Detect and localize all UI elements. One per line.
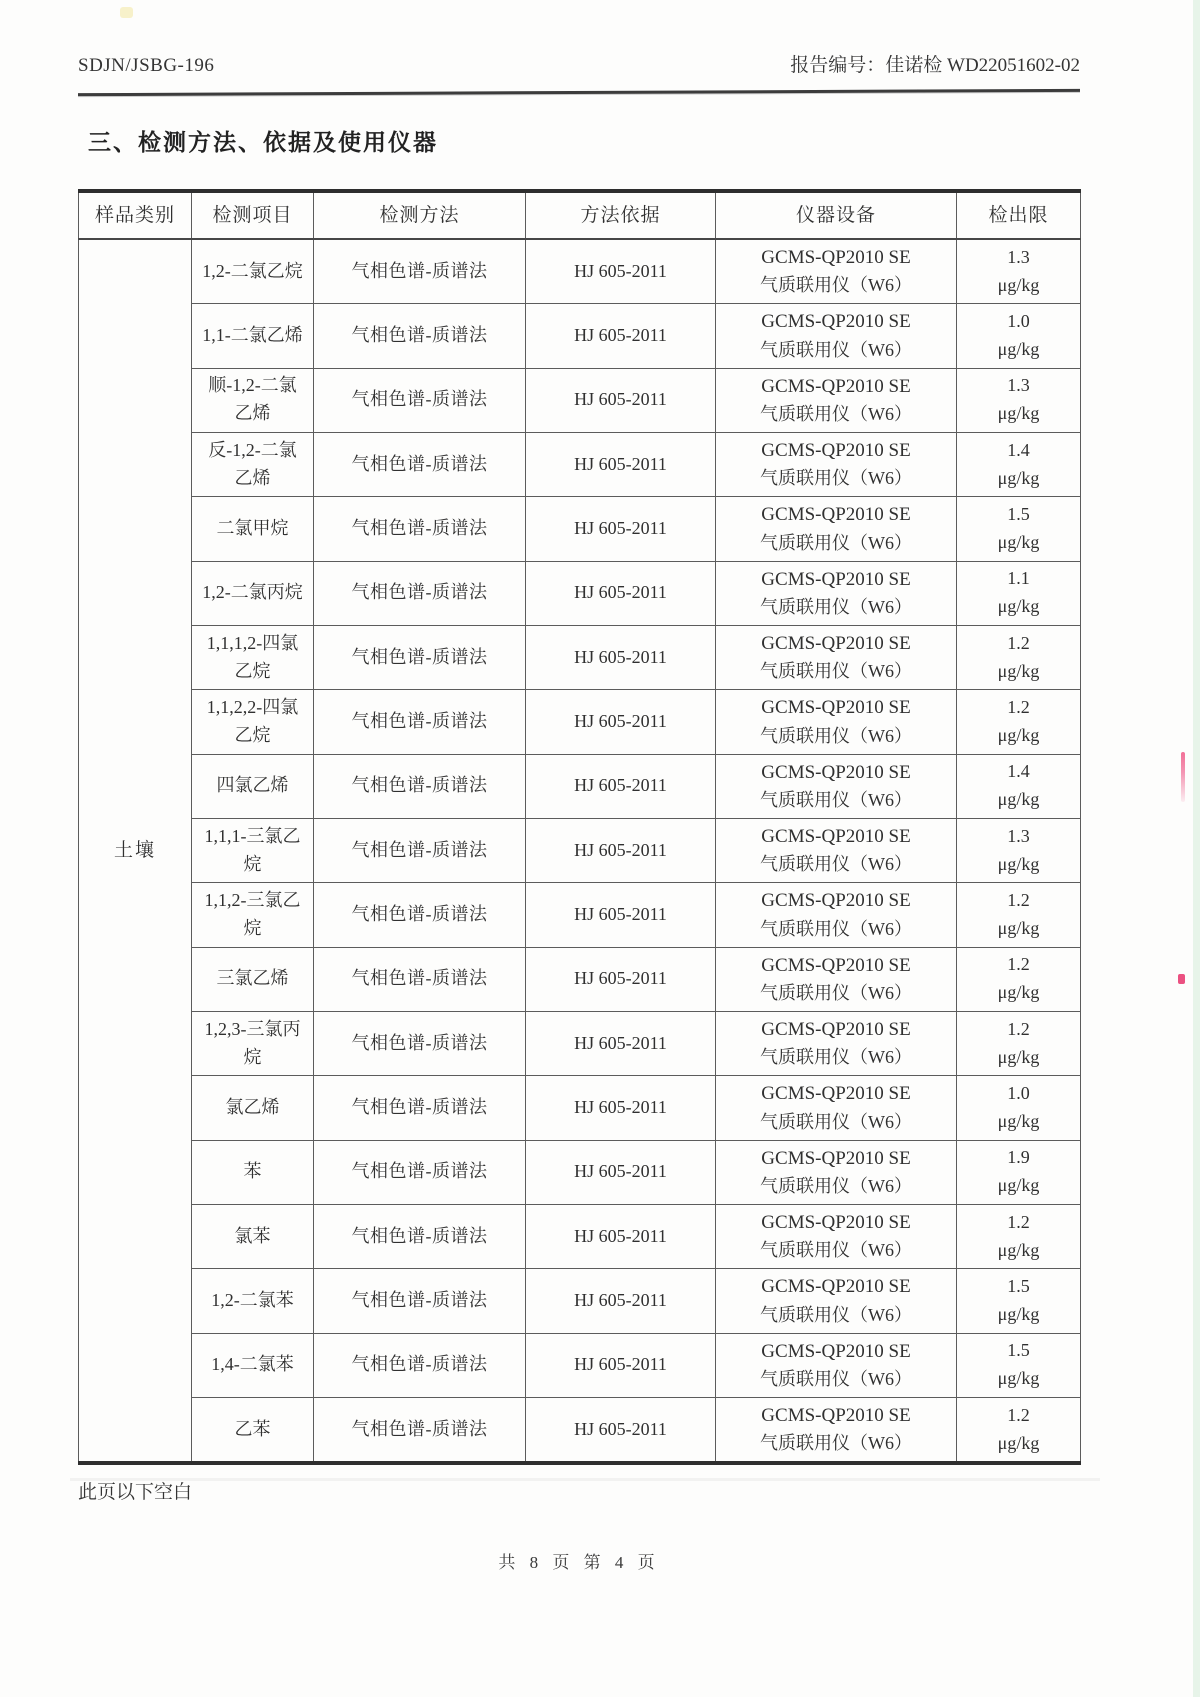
item-cell: 1,2-二氯乙烷: [192, 239, 314, 304]
instrument-name: 气质联用仪（W6）: [760, 532, 912, 553]
instrument-model: GCMS-QP2010 SE: [761, 504, 911, 526]
table-row: [79, 754, 1081, 818]
instrument-model: GCMS-QP2010 SE: [761, 1083, 911, 1105]
method-cell: 气相色谱-质谱法: [314, 304, 526, 368]
limit-cell: [957, 754, 1081, 818]
limit-unit: μg/kg: [997, 789, 1040, 810]
instrument-cell: [716, 1269, 957, 1333]
col-header-instrument: 仪器设备: [716, 191, 957, 239]
report-number: 报告编号：佳诺检 WD22051602-02: [790, 55, 1080, 76]
limit-unit: μg/kg: [997, 467, 1040, 488]
table-row: [79, 1397, 1081, 1463]
page-number-footer: 共 8 页 第 4 页: [498, 1553, 660, 1572]
basis-cell: HJ 605-2011: [526, 239, 716, 304]
instrument-model: GCMS-QP2010 SE: [761, 761, 911, 783]
instrument-name: 气质联用仪（W6）: [760, 983, 912, 1004]
item-cell: 二氯甲烷: [192, 497, 314, 561]
table-row: [79, 368, 1081, 432]
limit-cell: [957, 883, 1081, 947]
instrument-model: GCMS-QP2010 SE: [761, 375, 911, 397]
instrument-cell: [716, 883, 957, 947]
instrument-model: GCMS-QP2010 SE: [761, 890, 911, 912]
basis-cell: HJ 605-2011: [526, 1397, 716, 1463]
instrument-cell: [716, 1076, 957, 1140]
document-header: [78, 50, 1080, 77]
limit-cell: [957, 1140, 1081, 1204]
basis-cell: HJ 605-2011: [526, 1204, 716, 1268]
col-header-sample-category: 样品类别: [79, 191, 192, 239]
method-cell: 气相色谱-质谱法: [314, 368, 526, 432]
limit-unit: μg/kg: [997, 274, 1040, 295]
basis-cell: HJ 605-2011: [526, 1011, 716, 1075]
limit-cell: [957, 947, 1081, 1011]
limit-unit: μg/kg: [997, 531, 1040, 552]
instrument-model: GCMS-QP2010 SE: [761, 439, 911, 461]
limit-value: 1.4: [1007, 439, 1030, 460]
limit-cell: [957, 368, 1081, 432]
table-row: [79, 1076, 1081, 1140]
table-row: [79, 1333, 1081, 1397]
instrument-model: GCMS-QP2010 SE: [761, 632, 911, 654]
table-header-row: [79, 191, 1081, 239]
doc-code: SDJN/JSBG-196: [78, 55, 215, 76]
instrument-cell: [716, 818, 957, 882]
instrument-name: 气质联用仪（W6）: [760, 790, 912, 811]
limit-cell: [957, 497, 1081, 561]
instrument-model: GCMS-QP2010 SE: [761, 1147, 911, 1169]
item-cell: 氯乙烯: [192, 1076, 314, 1140]
table-row: [79, 883, 1081, 947]
method-cell: 气相色谱-质谱法: [314, 497, 526, 561]
item-cell: 1,4-二氯苯: [192, 1333, 314, 1397]
instrument-model: GCMS-QP2010 SE: [761, 697, 911, 719]
limit-cell: [957, 1269, 1081, 1333]
table-row: [79, 239, 1081, 304]
sample-category-cell: 土壤: [79, 239, 192, 1463]
header-divider: [78, 89, 1080, 96]
instrument-cell: [716, 754, 957, 818]
item-cell: 1,1,1-三氯乙烷: [192, 818, 314, 882]
method-cell: 气相色谱-质谱法: [314, 561, 526, 625]
limit-value: 1.5: [1007, 1340, 1030, 1361]
limit-value: 1.5: [1007, 504, 1030, 525]
instrument-name: 气质联用仪（W6）: [760, 339, 912, 360]
limit-cell: [957, 239, 1081, 304]
limit-value: 1.2: [1007, 1404, 1030, 1425]
instrument-name: 气质联用仪（W6）: [760, 1176, 912, 1197]
blank-below-note: 此页以下空白: [78, 1482, 193, 1504]
limit-value: 1.2: [1007, 1018, 1030, 1039]
limit-value: 1.9: [1007, 1147, 1030, 1168]
limit-value: 1.2: [1007, 890, 1030, 911]
instrument-model: GCMS-QP2010 SE: [761, 311, 911, 333]
method-cell: 气相色谱-质谱法: [314, 1140, 526, 1204]
basis-cell: HJ 605-2011: [526, 947, 716, 1011]
instrument-cell: [716, 368, 957, 432]
scan-red-mark-dot: [1178, 974, 1185, 984]
instrument-name: 气质联用仪（W6）: [760, 661, 912, 682]
limit-value: 1.2: [1007, 1211, 1030, 1232]
limit-unit: μg/kg: [997, 1110, 1040, 1131]
instrument-cell: [716, 1011, 957, 1075]
instrument-name: 气质联用仪（W6）: [760, 1047, 912, 1068]
instrument-name: 气质联用仪（W6）: [760, 854, 912, 875]
col-header-basis: 方法依据: [526, 191, 716, 239]
scan-red-mark-dash: [1181, 752, 1185, 802]
table-row: [79, 818, 1081, 882]
limit-value: 1.3: [1007, 825, 1030, 846]
instrument-cell: [716, 1140, 957, 1204]
method-cell: 气相色谱-质谱法: [314, 690, 526, 754]
basis-cell: HJ 605-2011: [526, 561, 716, 625]
table-row: [79, 432, 1081, 496]
instrument-name: 气质联用仪（W6）: [760, 275, 912, 296]
limit-value: 1.0: [1007, 1083, 1030, 1104]
instrument-model: GCMS-QP2010 SE: [761, 1018, 911, 1040]
section-title: 三、检测方法、依据及使用仪器: [88, 130, 438, 155]
limit-value: 1.3: [1007, 246, 1030, 267]
item-cell: 1,1-二氯乙烯: [192, 304, 314, 368]
limit-cell: [957, 625, 1081, 689]
method-cell: 气相色谱-质谱法: [314, 883, 526, 947]
instrument-name: 气质联用仪（W6）: [760, 404, 912, 425]
basis-cell: HJ 605-2011: [526, 497, 716, 561]
method-cell: 气相色谱-质谱法: [314, 239, 526, 304]
basis-cell: HJ 605-2011: [526, 1333, 716, 1397]
instrument-model: GCMS-QP2010 SE: [761, 1340, 911, 1362]
instrument-model: GCMS-QP2010 SE: [761, 247, 911, 268]
instrument-cell: [716, 1204, 957, 1268]
instrument-cell: [716, 239, 957, 304]
item-cell: 1,2-二氯丙烷: [192, 561, 314, 625]
methods-instruments-table: [78, 189, 1081, 1465]
instrument-name: 气质联用仪（W6）: [760, 725, 912, 746]
scan-edge-tint: [1193, 0, 1200, 1697]
item-cell: 1,2,3-三氯丙烷: [192, 1011, 314, 1075]
instrument-cell: [716, 432, 957, 496]
table-row: [79, 561, 1081, 625]
limit-unit: μg/kg: [997, 660, 1040, 681]
item-cell: 1,1,2,2-四氯乙烷: [192, 690, 314, 754]
instrument-cell: [716, 561, 957, 625]
table-row: [79, 690, 1081, 754]
method-cell: 气相色谱-质谱法: [314, 1333, 526, 1397]
method-cell: 气相色谱-质谱法: [314, 1397, 526, 1463]
limit-cell: [957, 1204, 1081, 1268]
table-row: [79, 1011, 1081, 1075]
basis-cell: HJ 605-2011: [526, 1269, 716, 1333]
limit-unit: μg/kg: [997, 1368, 1040, 1389]
table-row: [79, 1140, 1081, 1204]
limit-value: 1.2: [1007, 697, 1030, 718]
instrument-cell: [716, 304, 957, 368]
instrument-model: GCMS-QP2010 SE: [761, 1211, 911, 1233]
limit-value: 1.3: [1007, 375, 1030, 396]
limit-cell: [957, 561, 1081, 625]
basis-cell: HJ 605-2011: [526, 432, 716, 496]
scan-speck: [120, 7, 133, 18]
table-row: [79, 1269, 1081, 1333]
table-row: [79, 497, 1081, 561]
basis-cell: HJ 605-2011: [526, 883, 716, 947]
limit-unit: μg/kg: [997, 1046, 1040, 1067]
limit-cell: [957, 1076, 1081, 1140]
basis-cell: HJ 605-2011: [526, 754, 716, 818]
limit-value: 1.4: [1007, 761, 1030, 782]
instrument-name: 气质联用仪（W6）: [760, 1369, 912, 1390]
col-header-limit: 检出限: [957, 191, 1081, 239]
col-header-method: 检测方法: [314, 191, 526, 239]
limit-cell: [957, 304, 1081, 368]
limit-cell: [957, 1011, 1081, 1075]
instrument-name: 气质联用仪（W6）: [760, 1304, 912, 1325]
limit-cell: [957, 690, 1081, 754]
item-cell: 1,1,1,2-四氯乙烷: [192, 625, 314, 689]
limit-cell: [957, 432, 1081, 496]
limit-value: 1.0: [1007, 311, 1030, 332]
table-row: [79, 625, 1081, 689]
limit-value: 1.1: [1007, 568, 1030, 589]
table-row: [79, 304, 1081, 368]
basis-cell: HJ 605-2011: [526, 1140, 716, 1204]
limit-cell: [957, 1333, 1081, 1397]
method-cell: 气相色谱-质谱法: [314, 1269, 526, 1333]
limit-unit: μg/kg: [997, 1175, 1040, 1196]
basis-cell: HJ 605-2011: [526, 1076, 716, 1140]
col-header-item: 检测项目: [192, 191, 314, 239]
instrument-name: 气质联用仪（W6）: [760, 1433, 912, 1454]
limit-unit: μg/kg: [997, 596, 1040, 617]
instrument-model: GCMS-QP2010 SE: [761, 825, 911, 847]
instrument-cell: [716, 497, 957, 561]
table-row: [79, 947, 1081, 1011]
instrument-cell: [716, 625, 957, 689]
limit-unit: μg/kg: [997, 1432, 1040, 1453]
basis-cell: HJ 605-2011: [526, 818, 716, 882]
item-cell: 顺-1,2-二氯乙烯: [192, 368, 314, 432]
basis-cell: HJ 605-2011: [526, 304, 716, 368]
limit-value: 1.2: [1007, 954, 1030, 975]
instrument-model: GCMS-QP2010 SE: [761, 954, 911, 976]
method-cell: 气相色谱-质谱法: [314, 1076, 526, 1140]
basis-cell: HJ 605-2011: [526, 625, 716, 689]
method-cell: 气相色谱-质谱法: [314, 754, 526, 818]
scan-streak: [70, 1478, 1100, 1481]
table-row: [79, 1204, 1081, 1268]
limit-unit: μg/kg: [997, 982, 1040, 1003]
limit-unit: μg/kg: [997, 338, 1040, 359]
method-cell: 气相色谱-质谱法: [314, 947, 526, 1011]
method-cell: 气相色谱-质谱法: [314, 818, 526, 882]
method-cell: 气相色谱-质谱法: [314, 625, 526, 689]
item-cell: 苯: [192, 1140, 314, 1204]
limit-unit: μg/kg: [997, 724, 1040, 745]
limit-value: 1.2: [1007, 632, 1030, 653]
method-cell: 气相色谱-质谱法: [314, 432, 526, 496]
method-cell: 气相色谱-质谱法: [314, 1011, 526, 1075]
instrument-name: 气质联用仪（W6）: [760, 1240, 912, 1261]
item-cell: 三氯乙烯: [192, 947, 314, 1011]
item-cell: 1,2-二氯苯: [192, 1269, 314, 1333]
limit-unit: μg/kg: [997, 403, 1040, 424]
method-cell: 气相色谱-质谱法: [314, 1204, 526, 1268]
instrument-model: GCMS-QP2010 SE: [761, 568, 911, 590]
item-cell: 四氯乙烯: [192, 754, 314, 818]
limit-unit: μg/kg: [997, 1239, 1040, 1260]
item-cell: 乙苯: [192, 1397, 314, 1463]
instrument-model: GCMS-QP2010 SE: [761, 1276, 911, 1298]
instrument-name: 气质联用仪（W6）: [760, 1111, 912, 1132]
limit-unit: μg/kg: [997, 853, 1040, 874]
item-cell: 氯苯: [192, 1204, 314, 1268]
limit-cell: [957, 818, 1081, 882]
basis-cell: HJ 605-2011: [526, 368, 716, 432]
instrument-name: 气质联用仪（W6）: [760, 597, 912, 618]
limit-cell: [957, 1397, 1081, 1463]
instrument-name: 气质联用仪（W6）: [760, 468, 912, 489]
limit-value: 1.5: [1007, 1276, 1030, 1297]
limit-unit: μg/kg: [997, 917, 1040, 938]
instrument-cell: [716, 690, 957, 754]
basis-cell: HJ 605-2011: [526, 690, 716, 754]
limit-unit: μg/kg: [997, 1303, 1040, 1324]
instrument-cell: [716, 947, 957, 1011]
item-cell: 反-1,2-二氯乙烯: [192, 432, 314, 496]
instrument-name: 气质联用仪（W6）: [760, 918, 912, 939]
instrument-model: GCMS-QP2010 SE: [761, 1404, 911, 1426]
instrument-cell: [716, 1333, 957, 1397]
instrument-cell: [716, 1397, 957, 1463]
item-cell: 1,1,2-三氯乙烷: [192, 883, 314, 947]
